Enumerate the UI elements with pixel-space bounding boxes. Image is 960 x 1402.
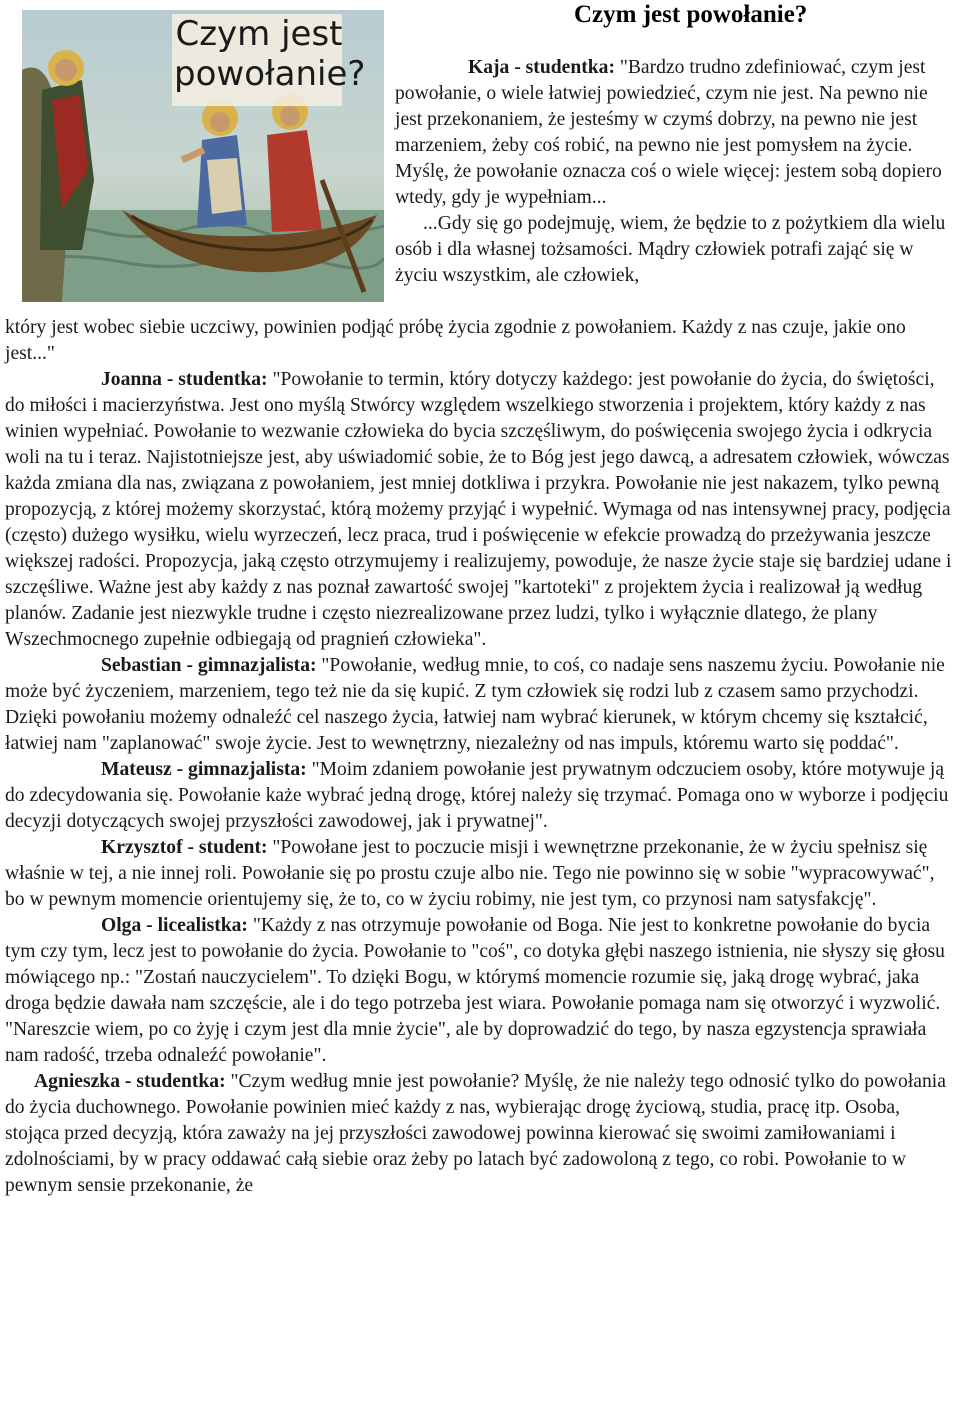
mateusz-paragraph (5, 757, 957, 835)
krzysztof-paragraph (5, 835, 957, 913)
page-title: Czym jest powołanie? (574, 1, 808, 28)
agnieszka-name: Agnieszka - studentka: (34, 1071, 226, 1092)
sebastian-text: "Powołanie, według mnie, to coś, co nadaje sens naszemu życiu. Powołanie nie może być życzeniem, marzeniem, tego też nie da się kupić. Z tym człowiek się rodzi lub z czasem samo przychodzi. Dzięki powołaniu możemy odnaleźć cel naszego życia, łatwiej nam wybrać kierunek, w którym chcemy się kształcić, łatwiej nam "zaplanować" swoje życie. Jest to wewnętrzny, niezależny od nas impuls, któremu warto się poddać". (5, 655, 945, 754)
joanna-paragraph (5, 367, 957, 653)
sebastian-paragraph (5, 653, 957, 757)
body-text (5, 315, 957, 1199)
intro-text (395, 55, 955, 289)
kaja-name: Kaja - studentka: (468, 57, 615, 78)
olga-paragraph (5, 913, 957, 1069)
kaja-continuation: który jest wobec siebie uczciwy, powinien podjąć próbę życia zgodnie z powołaniem. Każdy z nas czuje, jakie ono jest..." (5, 317, 906, 364)
caption-line-2: powołanie? (174, 54, 366, 94)
mateusz-text: "Moim zdaniem powołanie jest prywatnym odczuciem osoby, które motywuje ją do zdecydowania się. Powołanie każe wybrać jedną drogę, której należy się trzymać. Pomaga ono w wyborze i podjęciu decyzji dotyczących swojej przyszłości zawodowej, jak i prywatnej". (5, 759, 949, 832)
mateusz-name: Mateusz - gimnazjalista: (101, 759, 307, 780)
joanna-text: "Powołanie to termin, który dotyczy każdego: jest powołanie do życia, do świętości, do miłości i macierzyństwa. Jest ono myślą Stwórcy względem wszelkiego stworzenia i projektem, który każdy z nas winien wypełniać. Powołanie to wezwanie człowieka do bycia szczęśliwym, do poświęcenia swojego życia i odkrycia woli na tu i teraz. Najistotniejsze jest, aby uświadomić sobie, że to Bóg jest jego dawcą, a adresatem człowiek, wówczas każda zmiana dla nas, związana z powołaniem, jest mniej dotkliwa i przykra. Powołanie nie jest nakazem, tylko pewną propozycją, z której możemy skorzystać, którą możemy przyjąć i wypełnić. Wymaga od nas intensywnej pracy, podjęcia (często) dużego wysiłku, wielu wyrzeczeń, lecz praca, trud i poświęcenie w efekcie prowadzą do przeżywania jeszcze większej radości. Propozycja, jaką często otrzymujemy i realizujemy, powoduje, że nasze życie staje się bardziej udane i szczęśliwe. Ważne jest aby każdy z nas poznał zawartość swojej "kartoteki" z projektem życia i realizował ją według planów. Zadanie jest niezwykle trudne i często niezrealizowane przez ludzi, tylko i wyłącznie dlatego, że plany Wszechmocnego zupełnie odbiegają od pragnień człowieka". (5, 369, 952, 650)
agnieszka-text: "Czym według mnie jest powołanie? Myślę, że nie należy tego odnosić tylko do powołania do życia duchownego. Powołanie powinien mieć każdy z nas, wybierając drogę życiową, studia, pracę itp. Osoba, stojąca przed decyzją, która zaważy na jej przyszłości zawodowej powinna kierować się swoimi zamiłowaniami i zdolnościami, by w pracy oddawać całą siebie oraz żeby po latach być zadowoloną z tego, co robi. Powołanie to w pewnym sensie przekonanie, że (5, 1071, 946, 1196)
krzysztof-name: Krzysztof - student: (101, 837, 268, 858)
olga-name: Olga - licealistka: (101, 915, 248, 936)
agnieszka-paragraph (5, 1069, 957, 1199)
illustration-caption (174, 14, 366, 94)
krzysztof-text: "Powołane jest to poczucie misji i wewnętrzne przekonanie, że w życiu spełnisz się właśnie w tej, a nie innej roli. Powołanie się po prostu czuje albo nie. Tego nie powinno się w sobie "wypracowywać", bo w pewnym momencie orientujemy się, że to, co w życiu robimy, nie jest tym, co przynosi nam satysfakcję". (5, 837, 935, 910)
kaja-text-2: ...Gdy się go podejmuję, wiem, że będzie to z pożytkiem dla wielu osób i dla własnej tożsamości. Mądry człowiek potrafi zająć się w życiu wszystkim, ale człowiek, (395, 213, 946, 286)
kaja-paragraph (395, 55, 955, 211)
joanna-name: Joanna - studentka: (101, 369, 268, 390)
calling-illustration (22, 10, 384, 302)
sebastian-name: Sebastian - gimnazjalista: (101, 655, 317, 676)
kaja-text: "Bardzo trudno zdefiniować, czym jest powołanie, o wiele łatwiej powiedzieć, czym nie jest. Na pewno nie jest przekonaniem, że jesteśmy w czymś dobrzy, na pewno nie jest marzeniem, żeby coś robić, na pewno nie jest pomysłem na życie. Myślę, że powołanie oznacza coś o wiele więcej: jestem sobą dopiero wtedy, gdy je wypełniam... (395, 57, 942, 208)
olga-text: "Każdy z nas otrzymuje powołanie od Boga. Nie jest to konkretne powołanie do bycia tym czy tym, lecz jest to powołanie do życia. Powołanie to "coś", co dotyka głębi naszego istnienia, nie słyszy się głosu mówiącego np.: "Zostań nauczycielem". To dzięki Bogu, w którymś momencie rozumie się, jaką drogę wybrać, jaka droga będzie dawała nam szczęście, ale i do tego potrzeba jest wiara. Powołanie pomaga nam się otworzyć i wyzwolić. "Nareszcie wiem, po co żyję i czym jest dla mnie życie", ale by doprowadzić do tego, by nasza egzystencja sprawiała nam radość, trzeba odnaleźć powołanie". (5, 915, 945, 1066)
caption-line-1: Czym jest (175, 14, 343, 54)
kaja-paragraph-2 (395, 211, 955, 289)
